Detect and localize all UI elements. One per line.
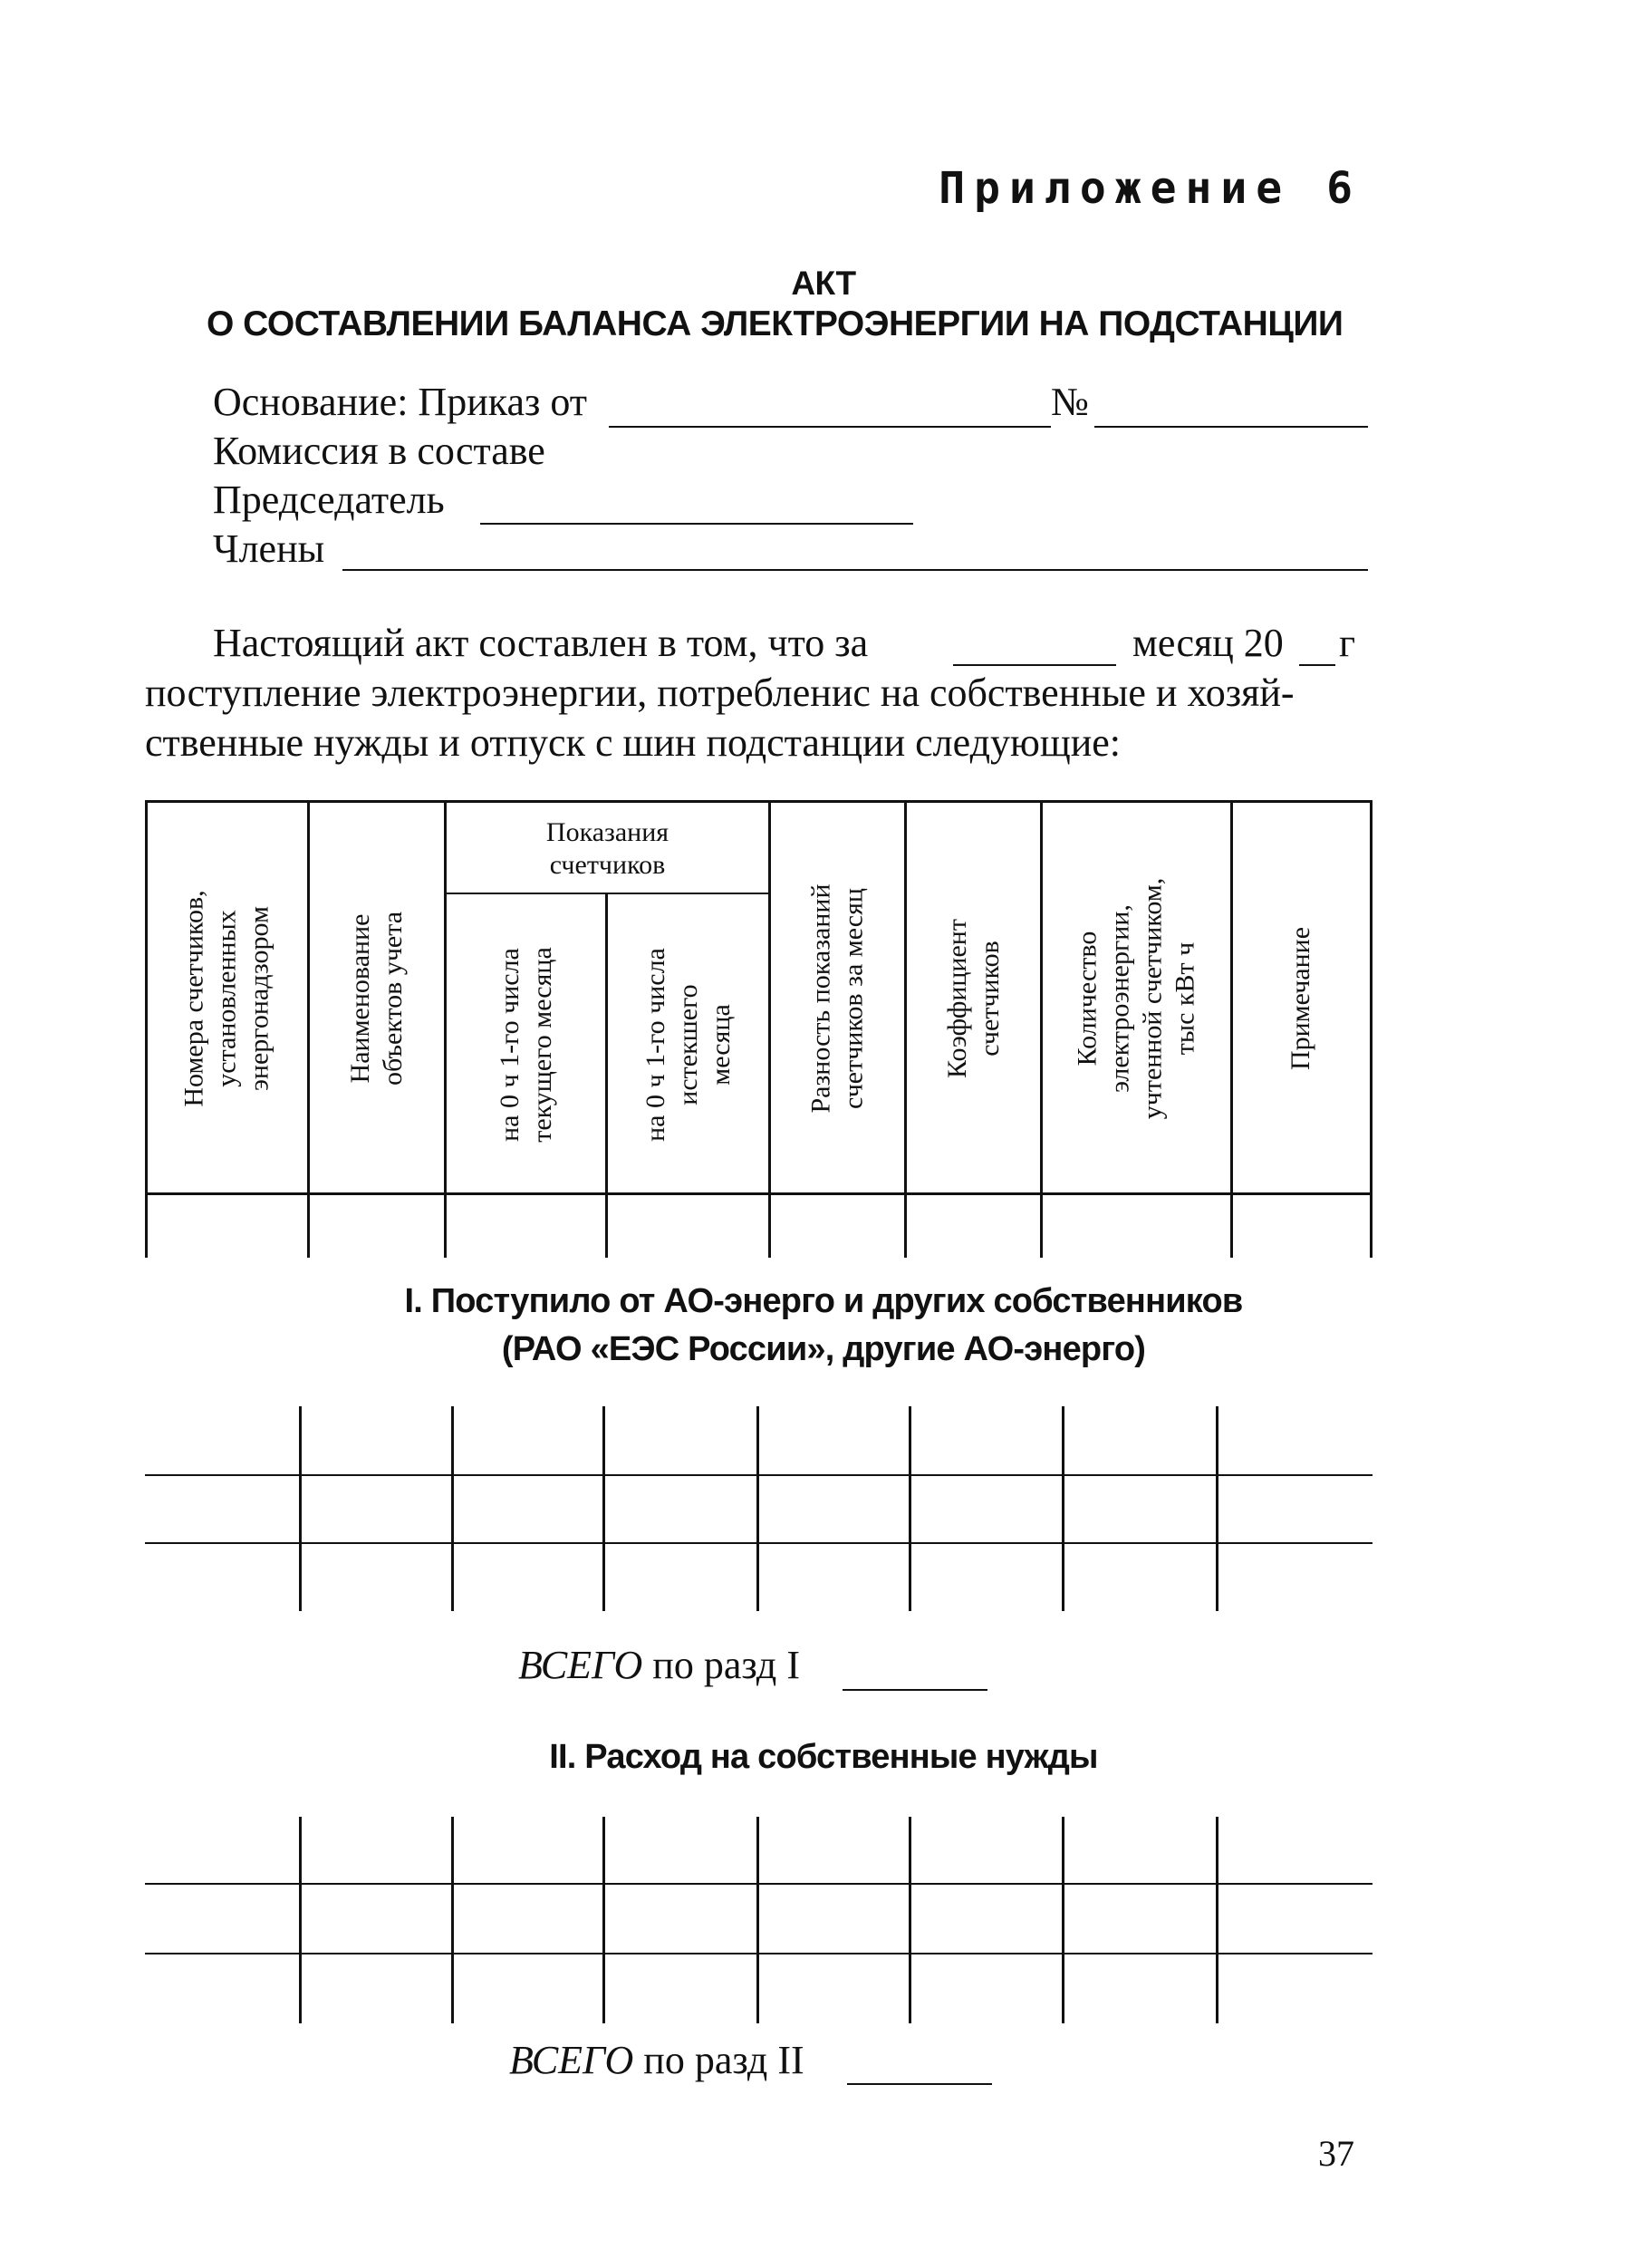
col-line: [602, 1406, 605, 1611]
col-header-note: Примечание: [1286, 926, 1316, 1071]
intro-line1-year: месяц 20: [1132, 621, 1284, 665]
col-line: [909, 1406, 911, 1611]
chairman-blank: [480, 523, 913, 525]
col-line: [1216, 1817, 1218, 2023]
commission-label: Комиссия в составе: [213, 429, 545, 473]
header-cell: [447, 897, 605, 1192]
col-header-difference: Разность показаний счетчиков за месяц: [805, 883, 869, 1114]
section2-total: [509, 2037, 804, 2083]
section1-total: [518, 1642, 800, 1688]
section1-total-italic: ВСЕГО: [518, 1643, 643, 1687]
col-header-coefficient: Коэффициент счетчиков: [941, 919, 1005, 1078]
col-line: [299, 1406, 302, 1611]
header-bottom-border: [145, 1192, 1372, 1195]
col-line: [602, 1817, 605, 2023]
document-title: АКТ: [791, 265, 856, 302]
members-blank: [342, 569, 1368, 571]
header-cell: [907, 805, 1040, 1192]
col-line: [1062, 1817, 1064, 2023]
col-line: [1216, 1406, 1218, 1611]
col-line: [756, 1406, 759, 1611]
section1-total-text: по разд I: [652, 1643, 800, 1687]
basis-date-blank: [609, 426, 1051, 428]
appendix-label: Приложение 6: [939, 163, 1362, 214]
year-blank: [1299, 664, 1335, 666]
col-header-past-month: на 0 ч 1-го числа истекшего месяца: [640, 948, 736, 1142]
section1-total-blank: [843, 1689, 987, 1691]
col-line: [1062, 1406, 1064, 1611]
section2-total-text: по разд II: [643, 2038, 804, 2082]
header-cell: [1233, 805, 1370, 1192]
section1-title-line2: (РАО «ЕЭС России», другие АО-энерго): [501, 1330, 1146, 1368]
header-cell: [608, 897, 768, 1192]
month-blank: [953, 664, 1116, 666]
intro-line1-end: г: [1339, 621, 1356, 665]
page-number: 37: [1318, 2133, 1354, 2174]
intro-line2: поступление электроэнергии, потребленис на собственные и хозяй-: [145, 671, 1295, 715]
section2-title: II. Расход на собственные нужды: [549, 1738, 1098, 1776]
col-header-object-names: Наименование объектов учета: [345, 911, 409, 1086]
group-header-readings: Показания счетчиков: [545, 816, 669, 880]
col-line: [1370, 800, 1372, 1258]
members-label: Члены: [213, 526, 325, 571]
col-header-meter-numbers: Номера счетчиков, установленных энергонадзором: [179, 890, 275, 1107]
group-header-cell: [447, 805, 768, 893]
col-line: [909, 1817, 911, 2023]
intro-line1-start: Настоящий акт составлен в том, что за: [213, 621, 869, 665]
chairman-label: Председатель: [213, 478, 445, 522]
col-line: [756, 1817, 759, 2023]
col-header-current-month: на 0 ч 1-го числа текущего месяца: [494, 947, 557, 1143]
basis-number-blank: [1094, 426, 1368, 428]
basis-label: Основание: Приказ от: [213, 380, 588, 424]
section2-total-italic: ВСЕГО: [509, 2038, 634, 2082]
section2-total-blank: [847, 2083, 992, 2085]
col-line: [451, 1406, 454, 1611]
number-label: №: [1051, 380, 1089, 424]
header-cell: [148, 805, 307, 1192]
header-cell: [771, 805, 904, 1192]
header-cell: [1043, 805, 1230, 1192]
document-subtitle: О СОСТАВЛЕНИИ БАЛАНСА ЭЛЕКТРОЭНЕРГИИ НА ПОДСТАНЦИИ: [207, 304, 1344, 343]
header-cell: [310, 805, 444, 1192]
table-top-border: [145, 800, 1372, 803]
col-line: [299, 1817, 302, 2023]
col-line: [451, 1817, 454, 2023]
section1-title-line1: I. Поступило от АО-энерго и других собственников: [404, 1282, 1243, 1320]
intro-line3: ственные нужды и отпуск с шин подстанции следующие:: [145, 720, 1122, 765]
col-header-quantity: Количество электроэнергии, учтенной счетчиком, тыс кВт ч: [1072, 877, 1200, 1120]
